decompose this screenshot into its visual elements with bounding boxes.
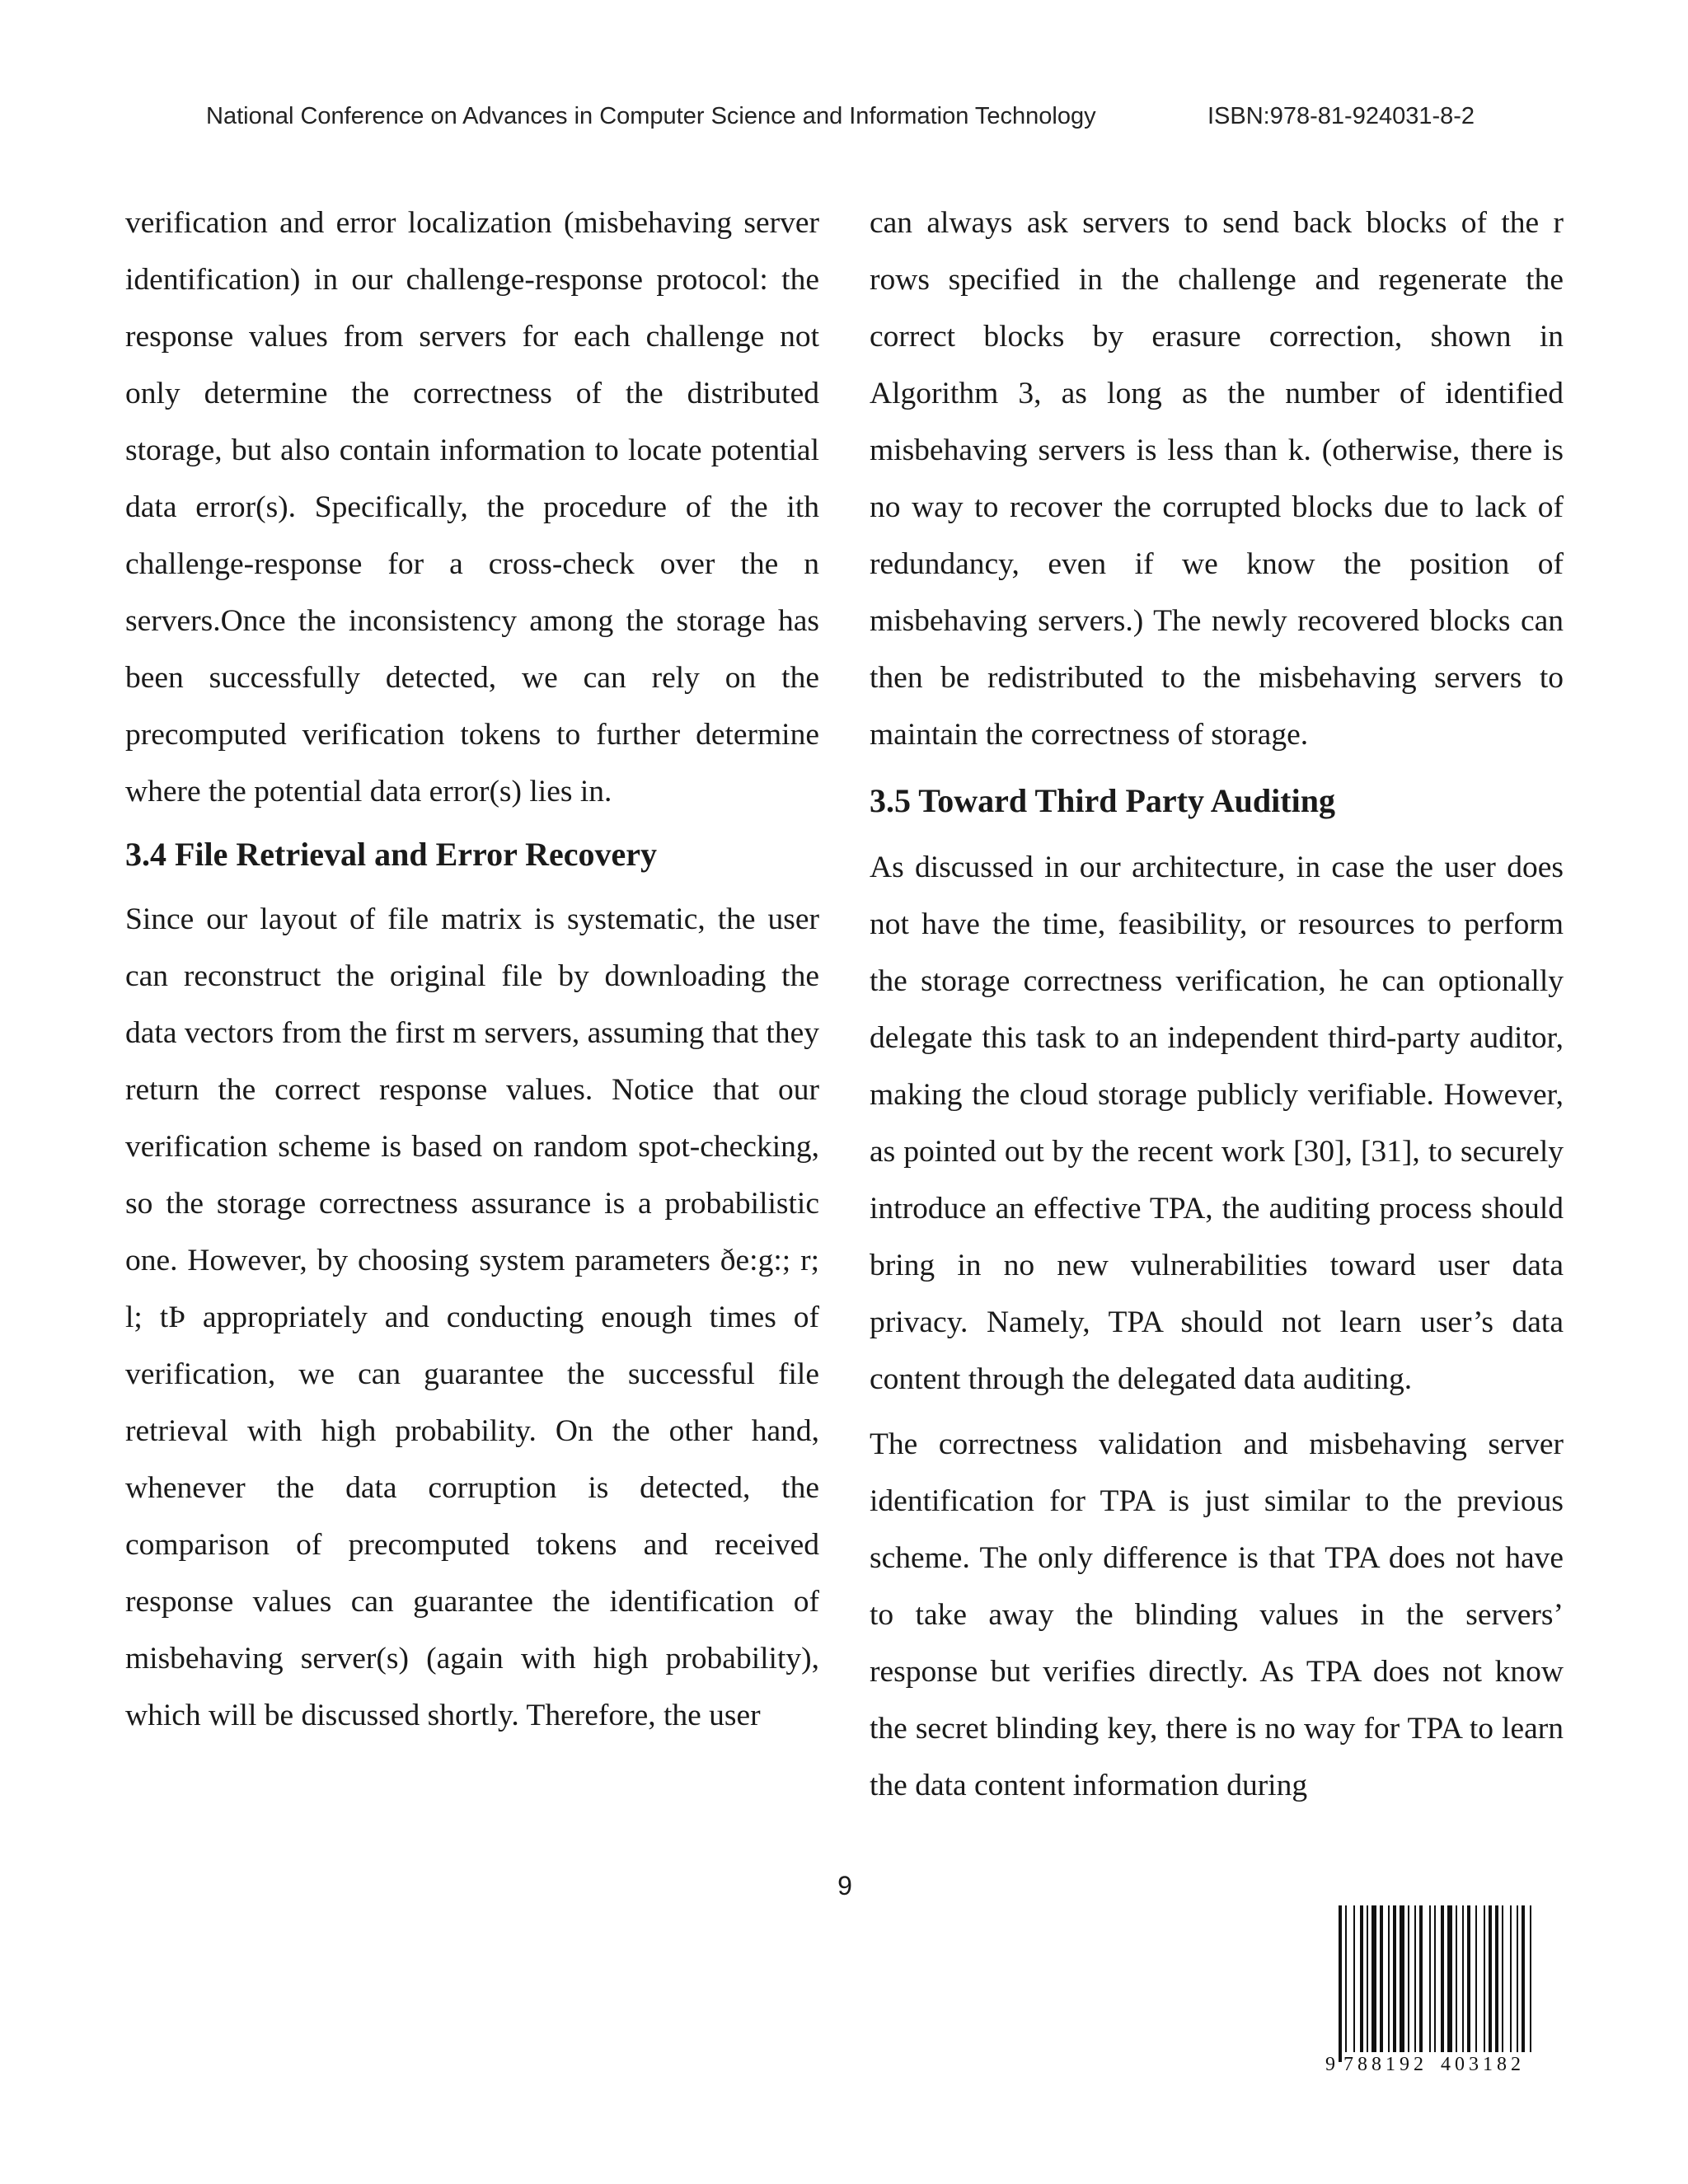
barcode-bar [1400,1905,1404,2052]
barcode-bar [1517,1905,1518,2052]
barcode-bar [1388,1905,1390,2052]
barcode-bar [1372,1905,1376,2052]
barcode-lead-digit: 9 [1325,2054,1335,2075]
barcode-right-digits: 403182 [1441,2054,1525,2075]
barcode-bar [1419,1905,1423,2052]
body-paragraph: verification and error localization (misbehaving server identification) in our challenge-response protocol: the response values from servers for each challenge not only determine the correctness of the distributed storage, but also contain information to locate potential data error(s). Specifically, the procedure of the ith challenge-response for a cross-check over the n servers.Once the inconsistency among the storage has been successfully detected, we can rely on the precomputed verification tokens to further determine where the potential data error(s) lies in. [125,206,819,808]
barcode-bar [1502,1905,1503,2052]
barcode-bar [1393,1905,1396,2052]
barcode-bar [1408,1905,1409,2052]
barcode-bar [1522,1905,1525,2052]
barcode-bar [1456,1905,1457,2052]
barcode-bar [1345,1905,1347,2062]
barcode-bar [1380,1905,1383,2052]
left-column [125,194,819,1744]
barcode-bar [1510,1905,1512,2052]
section-heading-3-4: 3.4 File Retrieval and Error Recovery [125,836,657,873]
body-paragraph: Since our layout of file matrix is systematic, the user can reconstruct the original file by downloading the data vectors from the first m servers, assuming that they return the correct response values. Notice that our verification scheme is based on random spot-checking, so the storage correctness assurance is a probabilistic one. However, by choosing system parameters ðe:g:; r; l; tÞ appropriately and conducting enough times of verification, we can guarantee the successful file retrieval with high probability. On the other hand, whenever the data corruption is detected, the comparison of precomputed tokens and received response values can guarantee the identification of misbehaving server(s) (again with high probability), which will be discussed shortly. Therefore, the user [125,902,819,1732]
barcode-bar [1441,1905,1444,2062]
barcode-bar [1367,1905,1368,2052]
barcode-bar [1484,1905,1485,2052]
barcode-bar [1447,1905,1452,2062]
barcode-bar [1414,1905,1416,2052]
body-paragraph: The correctness validation and misbehaving server identification for TPA is just similar to the previous scheme. The only difference is that TPA does not have to take away the blinding values in the servers’ response but verifies directly. As TPA does not know the secret blinding key, there is no way for TPA to learn the data content information during [870,1427,1564,1802]
barcode-left-digits: 788192 [1343,2054,1428,2075]
barcode-bars [1324,1905,1540,2062]
section-heading-3-5: 3.5 Toward Third Party Auditing [870,782,1335,819]
barcode-digits [1324,2052,1540,2077]
barcode-bar [1462,1905,1464,2052]
barcode-bar [1360,1905,1363,2052]
body-paragraph: As discussed in our architecture, in case the user does not have the time, feasibility, or resources to perform the storage correctness verification, he can optionally delegate this task to an independent third-party auditor, making the cloud storage publicly verifiable. However, as pointed out by the recent work [30], [31], to securely introduce an effective TPA, the auditing process should bring in no new vulnerabilities toward user data privacy. Namely, TPA should not learn user’s data content through the delegated data auditing. [870,851,1564,1396]
conference-title: National Conference on Advances in Computer Science and Information Technology [206,103,1096,129]
barcode-bar [1475,1905,1477,2052]
barcode-bar [1434,1905,1436,2052]
page-number: 9 [837,1871,852,1900]
barcode-bar [1467,1905,1470,2052]
barcode-bar [1429,1905,1431,2052]
barcode-bar [1495,1905,1498,2052]
isbn-number: ISBN:978-81-924031-8-2 [1207,103,1475,129]
barcode-bar [1530,1905,1531,2052]
barcode-bar [1339,1905,1342,2062]
barcode-bar [1489,1905,1492,2052]
right-column [870,194,1564,1814]
isbn-barcode [1324,1905,1540,2080]
body-paragraph: can always ask servers to send back blocks of the r rows specified in the challenge and regenerate the correct blocks by erasure correction, shown in Algorithm 3, as long as the number of identified misbehaving servers is less than k. (otherwise, there is no way to recover the corrupted blocks due to lack of redundancy, even if we know the position of misbehaving servers.) The newly recovered blocks can then be redistributed to the misbehaving servers to maintain the correctness of storage. [870,206,1564,752]
barcode-bar [1353,1905,1355,2052]
running-header [206,97,1492,135]
